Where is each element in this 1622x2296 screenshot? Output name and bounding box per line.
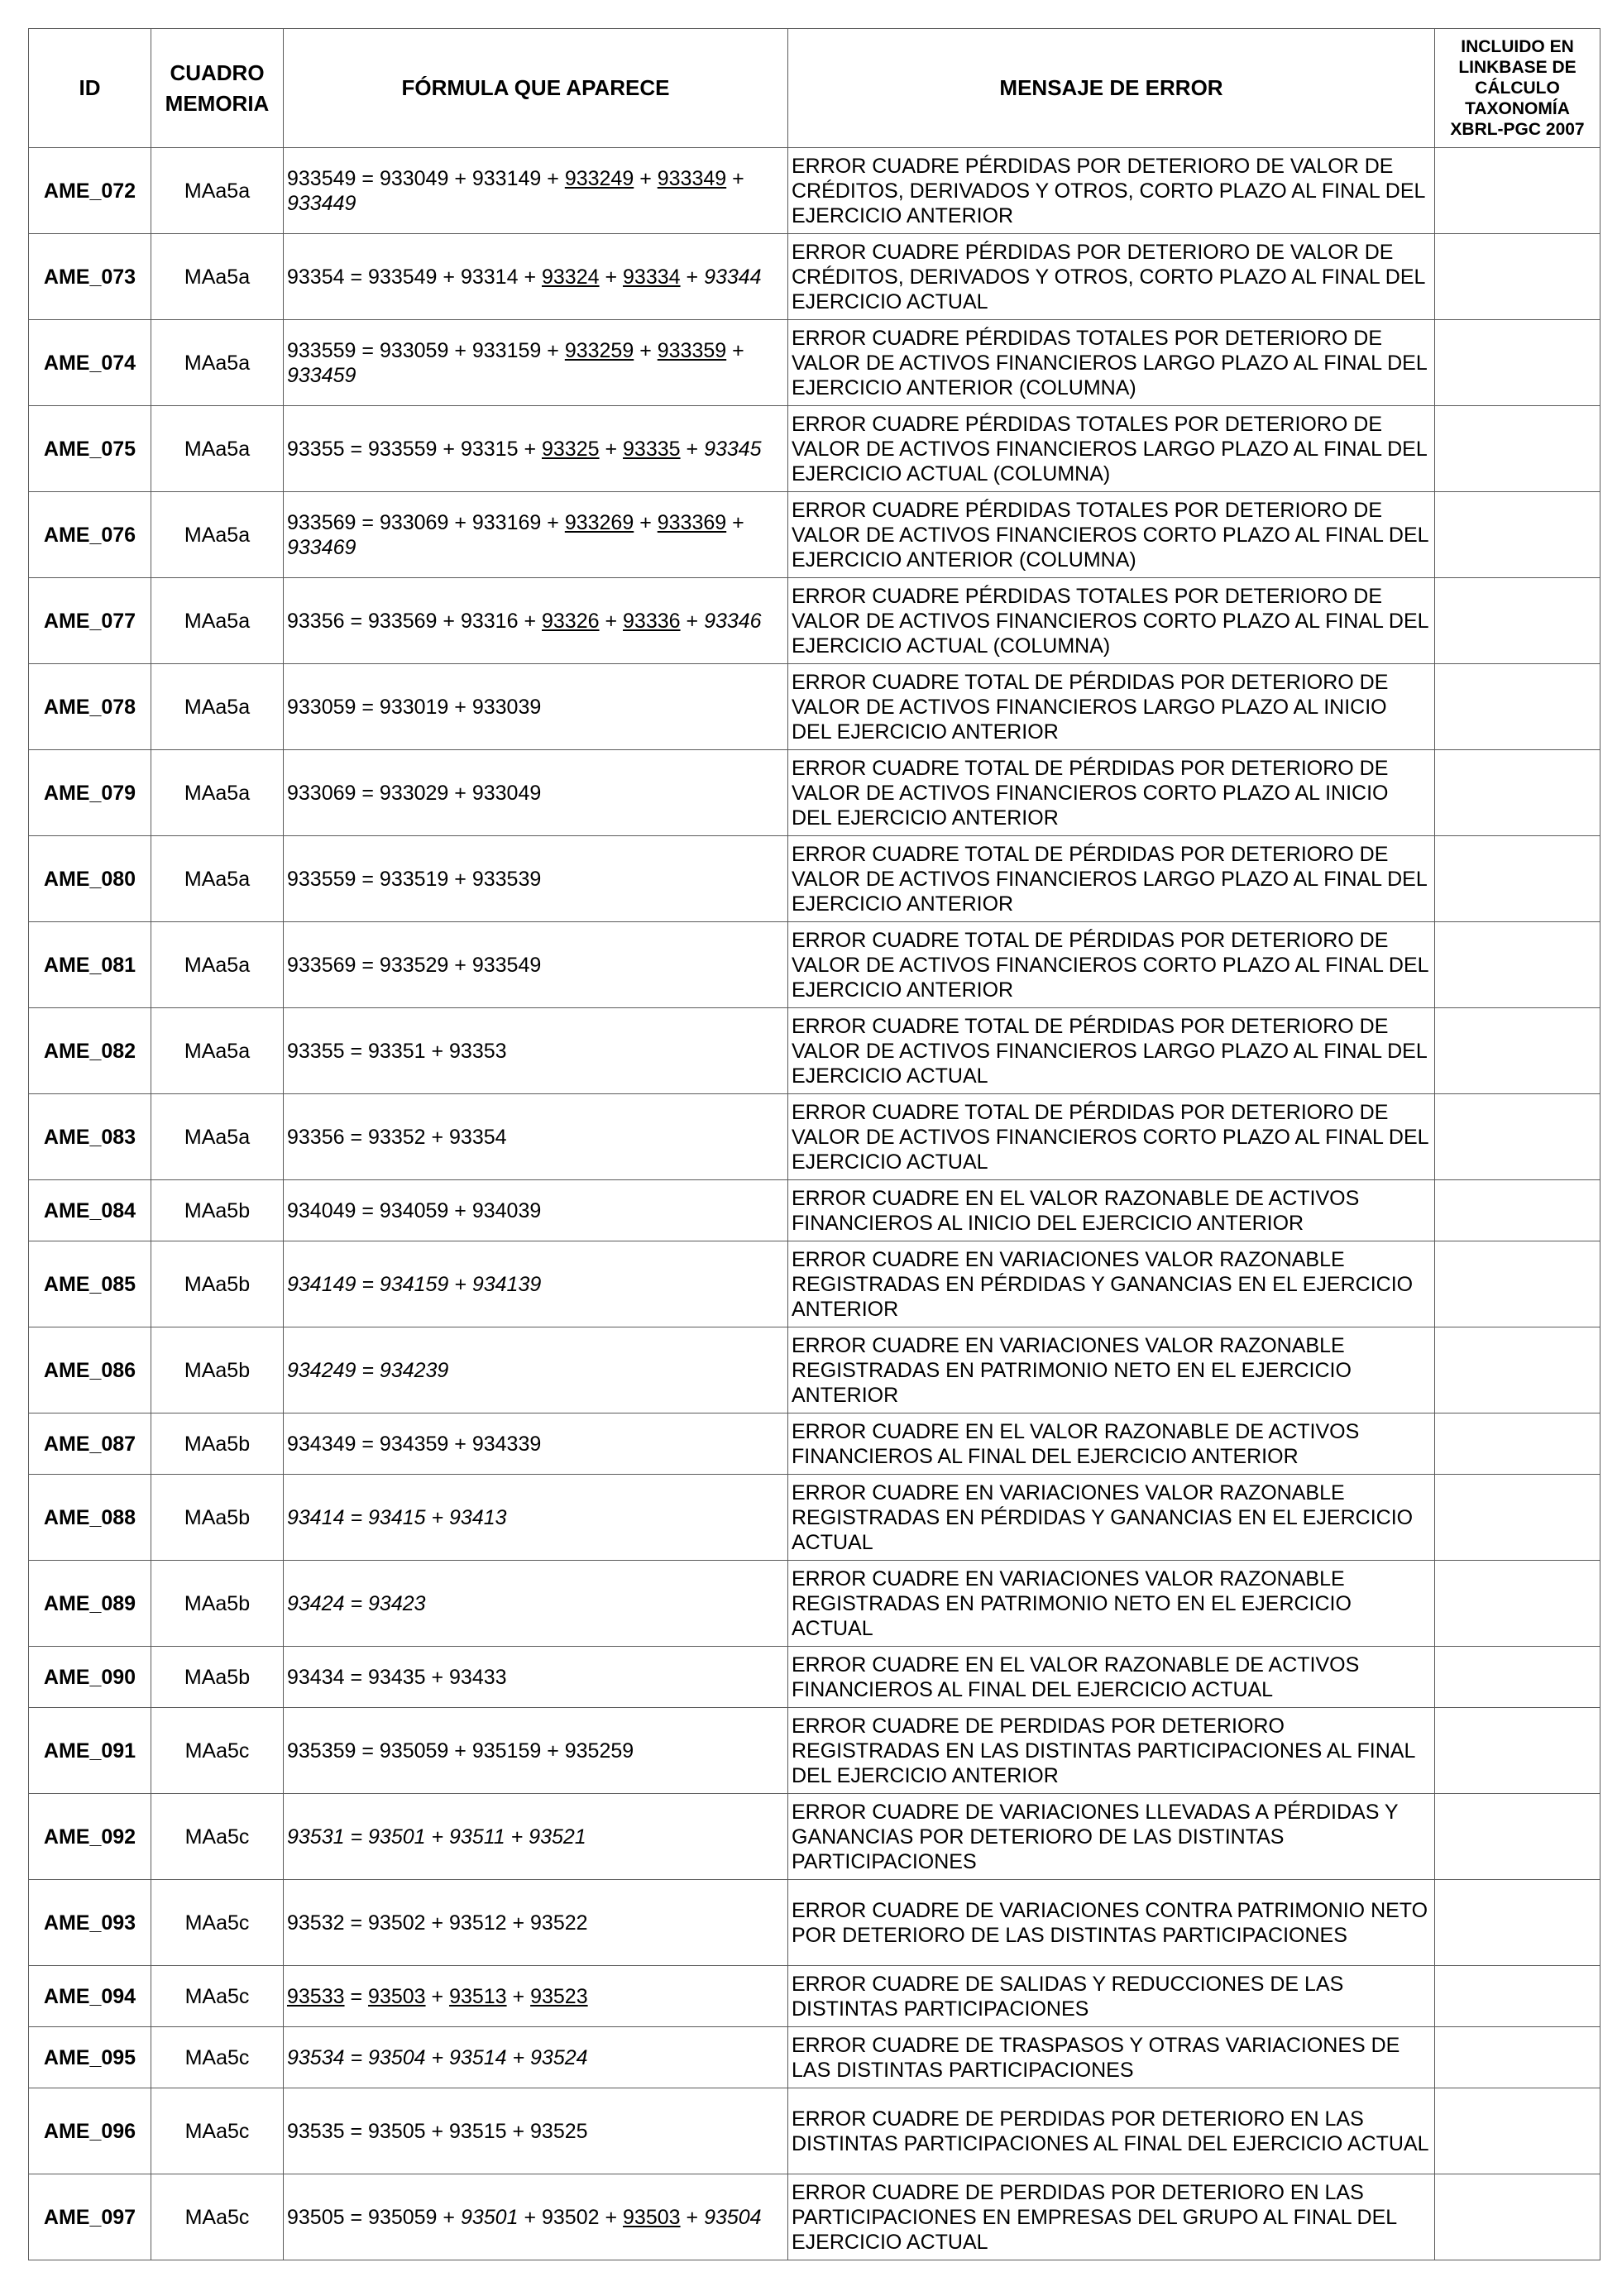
cell-incluido [1435, 750, 1600, 836]
table-row [29, 1794, 1600, 1880]
table-row [29, 1475, 1600, 1561]
formula-term: 933059 [379, 338, 449, 362]
cell-incluido [1435, 1413, 1600, 1475]
cell-incluido [1435, 1327, 1600, 1413]
formula-term: + [634, 510, 658, 534]
formula-term: + [599, 265, 624, 289]
formula-term: + [437, 437, 461, 461]
cell-id: AME_076 [29, 492, 151, 578]
formula-term: + [448, 166, 472, 190]
cell-id: AME_097 [29, 2174, 151, 2260]
formula-term: + [506, 1984, 531, 2008]
cell-mensaje-error: ERROR CUADRE EN EL VALOR RAZONABLE DE ACTIVOS FINANCIEROS AL INICIO DEL EJERCICIO ANTERIOR [788, 1180, 1435, 1241]
formula-term: 93505 [287, 2205, 345, 2229]
cell-incluido [1435, 320, 1600, 406]
cell-incluido [1435, 1475, 1600, 1561]
table-row [29, 2174, 1600, 2260]
formula-term: 933569 [368, 609, 438, 633]
cell-mensaje-error: ERROR CUADRE TOTAL DE PÉRDIDAS POR DETERIORO DE VALOR DE ACTIVOS FINANCIEROS CORTO PLAZO AL FINAL DEL EJERCICIO ANTERIOR [788, 922, 1435, 1008]
formula-term: 933269 [564, 510, 634, 534]
formula-term: + [518, 437, 542, 461]
table-row [29, 578, 1600, 664]
cell-formula [284, 1413, 788, 1475]
cell-mensaje-error: ERROR CUADRE PÉRDIDAS TOTALES POR DETERIORO DE VALOR DE ACTIVOS FINANCIEROS LARGO PLAZO AL FINAL DEL EJERCICIO ACTUAL (COLUMNA) [788, 406, 1435, 492]
cell-cuadro-memoria: MAa5c [151, 1794, 284, 1880]
formula-term: + [680, 437, 705, 461]
table-row [29, 1094, 1600, 1180]
error-rules-table [28, 28, 1600, 2260]
formula-term: 933259 [564, 338, 634, 362]
cell-formula [284, 148, 788, 234]
table-row [29, 1180, 1600, 1241]
formula-term: 935359 = 935059 + 935159 + 935259 [287, 1739, 634, 1763]
formula-term: 93434 = 93435 + 93433 [287, 1665, 507, 1689]
cell-incluido [1435, 1647, 1600, 1708]
formula-term: 93502 [542, 2205, 600, 2229]
formula-term: = [344, 2205, 369, 2229]
cell-incluido [1435, 406, 1600, 492]
header-formula: FÓRMULA QUE APARECE [284, 29, 788, 148]
cell-incluido [1435, 1880, 1600, 1966]
formula-term: = [356, 166, 380, 190]
table-row [29, 1008, 1600, 1094]
cell-formula [284, 1180, 788, 1241]
formula-term: 93326 [542, 609, 600, 633]
cell-formula [284, 1327, 788, 1413]
table-row [29, 320, 1600, 406]
cell-cuadro-memoria: MAa5b [151, 1561, 284, 1647]
formula-term: 933549 [287, 166, 356, 190]
cell-formula [284, 1966, 788, 2027]
cell-cuadro-memoria: MAa5c [151, 2174, 284, 2260]
cell-formula [284, 1708, 788, 1794]
formula-term: 933059 = 933019 + 933039 [287, 695, 542, 719]
cell-formula [284, 2174, 788, 2260]
cell-cuadro-memoria: MAa5c [151, 2088, 284, 2174]
formula-term: + [680, 609, 705, 633]
formula-term: + [634, 166, 658, 190]
cell-mensaje-error: ERROR CUADRE EN VARIACIONES VALOR RAZONABLE REGISTRADAS EN PÉRDIDAS Y GANANCIAS EN EL EJERCICIO ANTERIOR [788, 1241, 1435, 1327]
table-row [29, 492, 1600, 578]
formula-term: 93314 [460, 265, 519, 289]
table-row [29, 664, 1600, 750]
formula-term: 93345 [704, 437, 762, 461]
cell-id: AME_081 [29, 922, 151, 1008]
formula-term: 933349 [657, 166, 727, 190]
cell-id: AME_084 [29, 1180, 151, 1241]
cell-formula [284, 2027, 788, 2088]
formula-term: 93346 [704, 609, 762, 633]
cell-formula [284, 1094, 788, 1180]
cell-mensaje-error: ERROR CUADRE TOTAL DE PÉRDIDAS POR DETERIORO DE VALOR DE ACTIVOS FINANCIEROS LARGO PLAZO AL FINAL DEL EJERCICIO ACTUAL [788, 1008, 1435, 1094]
formula-term: 93531 = 93501 + 93511 + 93521 [287, 1825, 586, 1849]
table-row [29, 1880, 1600, 1966]
formula-term: 933169 [471, 510, 542, 534]
cell-incluido [1435, 2088, 1600, 2174]
cell-mensaje-error: ERROR CUADRE TOTAL DE PÉRDIDAS POR DETERIORO DE VALOR DE ACTIVOS FINANCIEROS LARGO PLAZO AL FINAL DEL EJERCICIO ANTERIOR [788, 836, 1435, 922]
table-row [29, 2027, 1600, 2088]
formula-term: + [437, 609, 461, 633]
formula-term: 933049 [379, 166, 449, 190]
cell-formula [284, 1241, 788, 1327]
cell-formula [284, 234, 788, 320]
formula-term: + [448, 510, 472, 534]
cell-id: AME_090 [29, 1647, 151, 1708]
formula-term: 93501 [460, 2205, 519, 2229]
cell-mensaje-error: ERROR CUADRE PÉRDIDAS POR DETERIORO DE VALOR DE CRÉDITOS, DERIVADOS Y OTROS, CORTO PLAZO AL FINAL DEL EJERCICIO ANTERIOR [788, 148, 1435, 234]
formula-term: 93504 [704, 2205, 762, 2229]
cell-cuadro-memoria: MAa5b [151, 1647, 284, 1708]
cell-incluido [1435, 1008, 1600, 1094]
formula-term: 93356 = 93352 + 93354 [287, 1125, 507, 1149]
cell-cuadro-memoria: MAa5b [151, 1413, 284, 1475]
cell-mensaje-error: ERROR CUADRE TOTAL DE PÉRDIDAS POR DETERIORO DE VALOR DE ACTIVOS FINANCIEROS CORTO PLAZO AL INICIO DEL EJERCICIO ANTERIOR [788, 750, 1435, 836]
formula-term: 933069 = 933029 + 933049 [287, 781, 542, 805]
cell-id: AME_087 [29, 1413, 151, 1475]
cell-incluido [1435, 1966, 1600, 2027]
formula-term: + [541, 166, 565, 190]
cell-cuadro-memoria: MAa5a [151, 1008, 284, 1094]
cell-incluido [1435, 492, 1600, 578]
formula-term: 933159 [471, 338, 542, 362]
table-row [29, 1708, 1600, 1794]
cell-mensaje-error: ERROR CUADRE PÉRDIDAS TOTALES POR DETERIORO DE VALOR DE ACTIVOS FINANCIEROS LARGO PLAZO AL FINAL DEL EJERCICIO ANTERIOR (COLUMNA) [788, 320, 1435, 406]
cell-incluido [1435, 2027, 1600, 2088]
formula-term: 933549 [368, 265, 438, 289]
formula-term: + [541, 510, 565, 534]
cell-mensaje-error: ERROR CUADRE PÉRDIDAS TOTALES POR DETERIORO DE VALOR DE ACTIVOS FINANCIEROS CORTO PLAZO AL FINAL DEL EJERCICIO ANTERIOR (COLUMNA) [788, 492, 1435, 578]
formula-term: 934049 = 934059 + 934039 [287, 1198, 542, 1222]
cell-incluido [1435, 1241, 1600, 1327]
formula-term: = [356, 510, 380, 534]
formula-term: 93424 = 93423 [287, 1591, 426, 1615]
formula-term: = [344, 265, 369, 289]
table-row [29, 2088, 1600, 2174]
cell-cuadro-memoria: MAa5c [151, 1880, 284, 1966]
header-row [29, 29, 1600, 148]
formula-term: + [680, 265, 705, 289]
cell-id: AME_096 [29, 2088, 151, 2174]
cell-incluido [1435, 664, 1600, 750]
cell-cuadro-memoria: MAa5a [151, 234, 284, 320]
cell-incluido [1435, 2174, 1600, 2260]
formula-term: 933569 = 933529 + 933549 [287, 953, 542, 977]
cell-mensaje-error: ERROR CUADRE DE VARIACIONES CONTRA PATRIMONIO NETO POR DETERIORO DE LAS DISTINTAS PARTICIPACIONES [788, 1880, 1435, 1966]
cell-incluido [1435, 234, 1600, 320]
table-row [29, 1647, 1600, 1708]
formula-term: 93503 [368, 1984, 426, 2008]
cell-id: AME_072 [29, 148, 151, 234]
formula-term: + [599, 437, 624, 461]
formula-term: 93334 [623, 265, 681, 289]
cell-formula [284, 320, 788, 406]
cell-cuadro-memoria: MAa5b [151, 1327, 284, 1413]
cell-cuadro-memoria: MAa5b [151, 1180, 284, 1241]
cell-id: AME_079 [29, 750, 151, 836]
cell-cuadro-memoria: MAa5b [151, 1475, 284, 1561]
cell-cuadro-memoria: MAa5a [151, 750, 284, 836]
formula-term: 933359 [657, 338, 727, 362]
cell-cuadro-memoria: MAa5a [151, 148, 284, 234]
cell-formula [284, 578, 788, 664]
cell-incluido [1435, 1180, 1600, 1241]
formula-term: 93513 [449, 1984, 507, 2008]
table-row [29, 922, 1600, 1008]
formula-term: + [726, 338, 744, 362]
formula-term: 93355 = 93351 + 93353 [287, 1039, 507, 1063]
formula-term: 933369 [657, 510, 727, 534]
cell-formula [284, 492, 788, 578]
cell-mensaje-error: ERROR CUADRE DE TRASPASOS Y OTRAS VARIACIONES DE LAS DISTINTAS PARTICIPACIONES [788, 2027, 1435, 2088]
formula-term: 933149 [471, 166, 542, 190]
cell-mensaje-error: ERROR CUADRE DE SALIDAS Y REDUCCIONES DE LAS DISTINTAS PARTICIPACIONES [788, 1966, 1435, 2027]
formula-term: 933559 [368, 437, 438, 461]
formula-term: + [425, 1984, 450, 2008]
formula-term: 933559 = 933519 + 933539 [287, 867, 542, 891]
formula-term: 93325 [542, 437, 600, 461]
formula-term: + [518, 609, 542, 633]
cell-incluido [1435, 1708, 1600, 1794]
cell-formula [284, 836, 788, 922]
cell-mensaje-error: ERROR CUADRE TOTAL DE PÉRDIDAS POR DETERIORO DE VALOR DE ACTIVOS FINANCIEROS LARGO PLAZO AL INICIO DEL EJERCICIO ANTERIOR [788, 664, 1435, 750]
table-body [29, 148, 1600, 2260]
header-incluido: INCLUIDO EN LINKBASE DE CÁLCULO TAXONOMÍA XBRL-PGC 2007 [1435, 29, 1600, 148]
cell-formula [284, 922, 788, 1008]
cell-formula [284, 1880, 788, 1966]
cell-id: AME_077 [29, 578, 151, 664]
formula-term: + [518, 265, 542, 289]
cell-formula [284, 750, 788, 836]
header-mensaje-error: MENSAJE DE ERROR [788, 29, 1435, 148]
formula-term: 93534 = 93504 + 93514 + 93524 [287, 2045, 588, 2069]
cell-cuadro-memoria: MAa5a [151, 406, 284, 492]
cell-id: AME_091 [29, 1708, 151, 1794]
header-id: ID [29, 29, 151, 148]
cell-cuadro-memoria: MAa5c [151, 1966, 284, 2027]
cell-id: AME_085 [29, 1241, 151, 1327]
cell-formula [284, 2088, 788, 2174]
cell-cuadro-memoria: MAa5a [151, 664, 284, 750]
formula-term: 93535 = 93505 + 93515 + 93525 [287, 2119, 588, 2143]
cell-cuadro-memoria: MAa5a [151, 1094, 284, 1180]
cell-mensaje-error: ERROR CUADRE EN VARIACIONES VALOR RAZONABLE REGISTRADAS EN PÉRDIDAS Y GANANCIAS EN EL EJERCICIO ACTUAL [788, 1475, 1435, 1561]
formula-term: + [437, 265, 461, 289]
cell-formula [284, 1794, 788, 1880]
formula-term: 935059 [368, 2205, 438, 2229]
cell-id: AME_083 [29, 1094, 151, 1180]
cell-cuadro-memoria: MAa5c [151, 1708, 284, 1794]
formula-term: 93354 [287, 265, 345, 289]
cell-id: AME_093 [29, 1880, 151, 1966]
formula-term: 93533 [287, 1984, 345, 2008]
cell-id: AME_074 [29, 320, 151, 406]
table-row [29, 1241, 1600, 1327]
formula-term: 934349 = 934359 + 934339 [287, 1432, 542, 1456]
cell-id: AME_073 [29, 234, 151, 320]
formula-term: + [726, 166, 744, 190]
cell-cuadro-memoria: MAa5a [151, 922, 284, 1008]
cell-formula [284, 1008, 788, 1094]
table-row [29, 1413, 1600, 1475]
cell-id: AME_080 [29, 836, 151, 922]
cell-id: AME_075 [29, 406, 151, 492]
cell-incluido [1435, 922, 1600, 1008]
formula-term: 933069 [379, 510, 449, 534]
cell-cuadro-memoria: MAa5a [151, 492, 284, 578]
formula-term: + [726, 510, 744, 534]
formula-term: 933569 [287, 510, 356, 534]
cell-mensaje-error: ERROR CUADRE EN VARIACIONES VALOR RAZONABLE REGISTRADAS EN PATRIMONIO NETO EN EL EJERCICIO ACTUAL [788, 1561, 1435, 1647]
cell-mensaje-error: ERROR CUADRE EN VARIACIONES VALOR RAZONABLE REGISTRADAS EN PATRIMONIO NETO EN EL EJERCICIO ANTERIOR [788, 1327, 1435, 1413]
formula-term: 933459 [287, 363, 356, 387]
formula-term: 93336 [623, 609, 681, 633]
formula-term: 93414 = 93415 + 93413 [287, 1505, 507, 1529]
cell-mensaje-error: ERROR CUADRE DE PERDIDAS POR DETERIORO REGISTRADAS EN LAS DISTINTAS PARTICIPACIONES AL FINAL DEL EJERCICIO ANTERIOR [788, 1708, 1435, 1794]
formula-term: + [599, 609, 624, 633]
formula-term: 93532 = 93502 + 93512 + 93522 [287, 1911, 588, 1935]
formula-term: = [356, 338, 380, 362]
cell-mensaje-error: ERROR CUADRE EN EL VALOR RAZONABLE DE ACTIVOS FINANCIEROS AL FINAL DEL EJERCICIO ANTERIOR [788, 1413, 1435, 1475]
cell-id: AME_082 [29, 1008, 151, 1094]
cell-id: AME_095 [29, 2027, 151, 2088]
table-row [29, 1561, 1600, 1647]
cell-id: AME_089 [29, 1561, 151, 1647]
cell-incluido [1435, 1094, 1600, 1180]
header-cuadro-memoria: CUADRO MEMORIA [151, 29, 284, 148]
cell-formula [284, 1475, 788, 1561]
formula-term: 933249 [564, 166, 634, 190]
formula-term: 934249 = 934239 [287, 1358, 449, 1382]
formula-term: + [448, 338, 472, 362]
table-row [29, 234, 1600, 320]
cell-formula [284, 1561, 788, 1647]
cell-incluido [1435, 1794, 1600, 1880]
formula-term: + [518, 2205, 542, 2229]
cell-cuadro-memoria: MAa5a [151, 578, 284, 664]
formula-term: + [541, 338, 565, 362]
formula-term: + [599, 2205, 624, 2229]
formula-term: 93344 [704, 265, 762, 289]
formula-term: 93523 [530, 1984, 588, 2008]
table-row [29, 750, 1600, 836]
cell-mensaje-error: ERROR CUADRE PÉRDIDAS TOTALES POR DETERIORO DE VALOR DE ACTIVOS FINANCIEROS CORTO PLAZO AL FINAL DEL EJERCICIO ACTUAL (COLUMNA) [788, 578, 1435, 664]
cell-id: AME_088 [29, 1475, 151, 1561]
formula-term: 93316 [460, 609, 519, 633]
formula-term: 93324 [542, 265, 600, 289]
cell-formula [284, 1647, 788, 1708]
formula-term: + [437, 2205, 461, 2229]
formula-term: 93315 [460, 437, 519, 461]
formula-term: 93335 [623, 437, 681, 461]
cell-cuadro-memoria: MAa5c [151, 2027, 284, 2088]
cell-cuadro-memoria: MAa5b [151, 1241, 284, 1327]
cell-id: AME_078 [29, 664, 151, 750]
cell-mensaje-error: ERROR CUADRE EN EL VALOR RAZONABLE DE ACTIVOS FINANCIEROS AL FINAL DEL EJERCICIO ACTUAL [788, 1647, 1435, 1708]
cell-mensaje-error: ERROR CUADRE DE VARIACIONES LLEVADAS A PÉRDIDAS Y GANANCIAS POR DETERIORO DE LAS DISTINTAS PARTICIPACIONES [788, 1794, 1435, 1880]
formula-term: 93356 [287, 609, 345, 633]
formula-term: 933559 [287, 338, 356, 362]
cell-incluido [1435, 1561, 1600, 1647]
table-row [29, 1966, 1600, 2027]
formula-term: = [344, 1984, 369, 2008]
cell-cuadro-memoria: MAa5a [151, 320, 284, 406]
cell-mensaje-error: ERROR CUADRE DE PERDIDAS POR DETERIORO EN LAS DISTINTAS PARTICIPACIONES AL FINAL DEL EJERCICIO ACTUAL [788, 2088, 1435, 2174]
formula-term: 93503 [623, 2205, 681, 2229]
cell-formula [284, 406, 788, 492]
formula-term: = [344, 437, 369, 461]
formula-term: = [344, 609, 369, 633]
table-row [29, 1327, 1600, 1413]
formula-term: + [680, 2205, 705, 2229]
formula-term: + [634, 338, 658, 362]
cell-incluido [1435, 836, 1600, 922]
formula-term: 93355 [287, 437, 345, 461]
cell-formula [284, 664, 788, 750]
cell-mensaje-error: ERROR CUADRE TOTAL DE PÉRDIDAS POR DETERIORO DE VALOR DE ACTIVOS FINANCIEROS CORTO PLAZO AL FINAL DEL EJERCICIO ACTUAL [788, 1094, 1435, 1180]
table-row [29, 836, 1600, 922]
cell-id: AME_094 [29, 1966, 151, 2027]
formula-term: 934149 = 934159 + 934139 [287, 1272, 542, 1296]
formula-term: 933449 [287, 191, 356, 215]
cell-mensaje-error: ERROR CUADRE PÉRDIDAS POR DETERIORO DE VALOR DE CRÉDITOS, DERIVADOS Y OTROS, CORTO PLAZO AL FINAL DEL EJERCICIO ACTUAL [788, 234, 1435, 320]
cell-incluido [1435, 148, 1600, 234]
cell-incluido [1435, 578, 1600, 664]
formula-term: 933469 [287, 535, 356, 559]
cell-cuadro-memoria: MAa5a [151, 836, 284, 922]
cell-id: AME_086 [29, 1327, 151, 1413]
table-row [29, 148, 1600, 234]
table-row [29, 406, 1600, 492]
cell-id: AME_092 [29, 1794, 151, 1880]
cell-mensaje-error: ERROR CUADRE DE PERDIDAS POR DETERIORO EN LAS PARTICIPACIONES EN EMPRESAS DEL GRUPO AL FINAL DEL EJERCICIO ACTUAL [788, 2174, 1435, 2260]
